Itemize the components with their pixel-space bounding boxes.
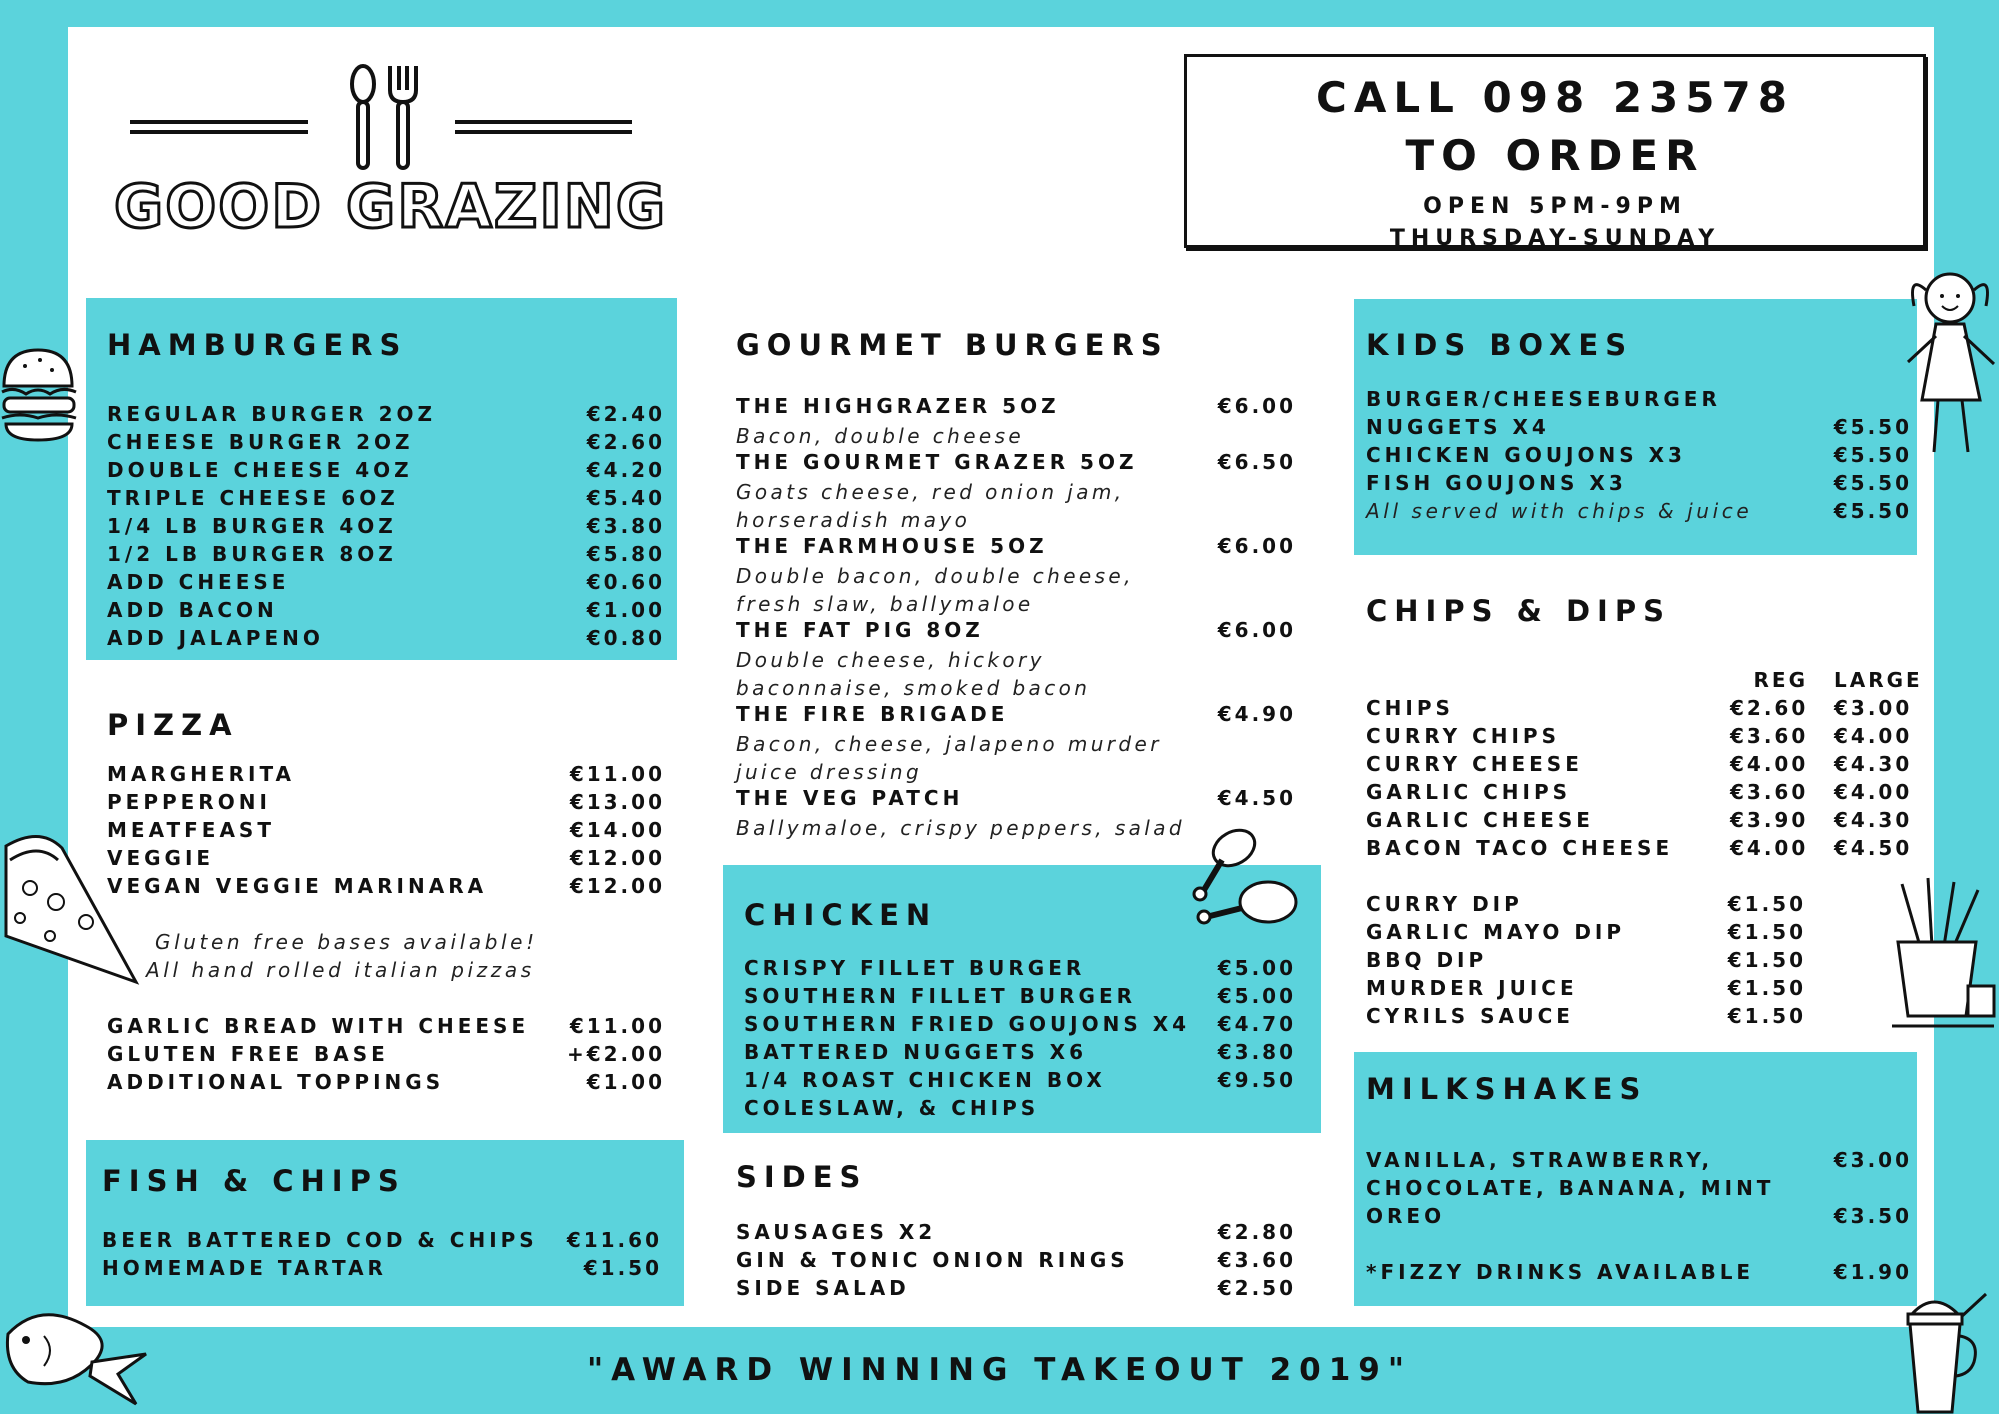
item-price: €2.80 xyxy=(1217,1220,1296,1244)
chips-title: CHIPS & DIPS xyxy=(1366,594,1671,628)
list-item xyxy=(736,534,1296,562)
item-price: €4.20 xyxy=(586,458,665,482)
item-prices xyxy=(1730,724,1912,748)
item-price: €6.50 xyxy=(1217,450,1296,474)
pizza-note-gluten: Gluten free bases available! xyxy=(155,930,538,954)
item-description: Double bacon, double cheese, xyxy=(736,564,1134,588)
list-item xyxy=(107,846,665,874)
price-reg: €2.60 xyxy=(1730,696,1809,720)
item-name: COLESLAW, & CHIPS xyxy=(744,1096,1040,1120)
list-item: CHOCOLATE, BANANA, MINT xyxy=(1366,1176,1775,1200)
list-item xyxy=(1366,920,1806,948)
list-item xyxy=(1366,752,1912,780)
item-price: €1.00 xyxy=(586,598,665,622)
list-item xyxy=(744,1040,1296,1068)
list-item xyxy=(1366,696,1912,724)
item-prices xyxy=(1730,752,1912,776)
item-name: ADDITIONAL TOPPINGS xyxy=(107,1070,445,1094)
sides-title: SIDES xyxy=(736,1160,868,1194)
item-name: THE FAT PIG 8OZ xyxy=(736,618,984,642)
item-price: €1.50 xyxy=(1727,1004,1806,1028)
item-name: 1/4 ROAST CHICKEN BOX xyxy=(744,1068,1106,1092)
item-name: CURRY CHIPS xyxy=(1366,724,1560,748)
list-item xyxy=(744,1096,1296,1124)
item-price: €6.00 xyxy=(1217,534,1296,558)
milkshakes-list xyxy=(1366,1148,1912,1288)
sides-list xyxy=(736,1220,1296,1304)
item-price: €2.40 xyxy=(586,402,665,426)
item-price: €5.00 xyxy=(1217,984,1296,1008)
item-price: €2.60 xyxy=(586,430,665,454)
item-price: €11.60 xyxy=(566,1228,662,1252)
price-reg: €3.90 xyxy=(1730,808,1809,832)
item-price: €1.00 xyxy=(586,1070,665,1094)
item-name: BURGER/CHEESEBURGER xyxy=(1366,387,1721,411)
item-name: THE GOURMET GRAZER 5OZ xyxy=(736,450,1138,474)
item-name: CRISPY FILLET BURGER xyxy=(744,956,1086,980)
price-large: €4.30 xyxy=(1834,752,1913,776)
price-reg: €4.00 xyxy=(1730,836,1809,860)
list-item: OREO €3.50 xyxy=(1366,1204,1912,1228)
item-name: SOUTHERN FILLET BURGER xyxy=(744,984,1137,1008)
list-item xyxy=(1366,415,1912,443)
list-item xyxy=(107,762,665,790)
item-price: €0.60 xyxy=(586,570,665,594)
list-item xyxy=(736,1248,1296,1276)
item-name: CURRY DIP xyxy=(1366,892,1523,916)
item-price: €3.80 xyxy=(586,514,665,538)
milkshakes-title: MILKSHAKES xyxy=(1366,1072,1648,1106)
item-price: €12.00 xyxy=(569,874,665,898)
item-description: Bacon, cheese, jalapeno murder xyxy=(736,732,1162,756)
item-name: BATTERED NUGGETS X6 xyxy=(744,1040,1088,1064)
item-name: MEATFEAST xyxy=(107,818,275,842)
fish-icon xyxy=(0,1296,150,1414)
list-item xyxy=(736,618,1296,646)
list-item xyxy=(107,818,665,846)
item-name: GARLIC CHIPS xyxy=(1366,780,1572,804)
item-description: Goats cheese, red onion jam, xyxy=(736,480,1125,504)
gourmet-list xyxy=(736,394,1296,842)
list-item xyxy=(1366,836,1912,864)
list-item xyxy=(107,626,665,654)
list-item xyxy=(1366,1004,1806,1032)
chips-col-header xyxy=(1366,668,1923,696)
list-item xyxy=(1366,976,1806,1004)
order-info-box xyxy=(1184,54,1926,251)
item-name: THE FARMHOUSE 5OZ xyxy=(736,534,1048,558)
item-name: CHIPS xyxy=(1366,696,1454,720)
fries-icon xyxy=(1884,876,1999,1032)
girl-doodle-icon xyxy=(1898,266,1999,462)
order-text: TO ORDER xyxy=(1405,131,1705,180)
kids-note-price: €5.50 xyxy=(1833,499,1912,523)
item-name: DOUBLE CHEESE 4OZ xyxy=(107,458,413,482)
item-name: THE FIRE BRIGADE xyxy=(736,702,1009,726)
item-price: €12.00 xyxy=(569,846,665,870)
chicken-title: CHICKEN xyxy=(744,898,938,932)
pizza-title: PIZZA xyxy=(107,708,239,742)
item-price: €5.40 xyxy=(586,486,665,510)
list-item xyxy=(107,542,665,570)
item-name: TRIPLE CHEESE 6OZ xyxy=(107,486,399,510)
brand-name: GOOD GRAZING xyxy=(114,172,668,242)
list-item xyxy=(107,402,665,430)
price-large: €4.00 xyxy=(1834,780,1913,804)
hamburgers-title: HAMBURGERS xyxy=(107,328,408,362)
item-description: Bacon, double cheese xyxy=(736,424,1025,448)
drumstick-icon xyxy=(1188,824,1308,934)
item-name: GARLIC MAYO DIP xyxy=(1366,920,1626,944)
list-item xyxy=(107,514,665,542)
item-name: REGULAR BURGER 2OZ xyxy=(107,402,437,426)
item-price: €6.00 xyxy=(1217,394,1296,418)
item-description: Double cheese, hickory xyxy=(736,648,1045,672)
list-item xyxy=(107,458,665,486)
list-item xyxy=(1366,387,1912,415)
kids-title: KIDS BOXES xyxy=(1366,328,1634,362)
list-item xyxy=(107,790,665,818)
item-name: CYRILS SAUCE xyxy=(1366,1004,1574,1028)
list-item xyxy=(1366,948,1806,976)
pizza-slice-icon xyxy=(0,826,140,986)
item-name: THE HIGHGRAZER 5OZ xyxy=(736,394,1060,418)
item-price: €0.80 xyxy=(586,626,665,650)
item-name: PEPPERONI xyxy=(107,790,271,814)
price-large: €4.50 xyxy=(1834,836,1913,860)
burger-icon xyxy=(0,346,78,444)
list-item xyxy=(736,786,1296,814)
item-price: €11.00 xyxy=(569,762,665,786)
col-large-label: LARGE xyxy=(1834,668,1923,692)
list-item xyxy=(744,1068,1296,1096)
list-item: VANILLA, STRAWBERRY, €3.00 xyxy=(1366,1148,1912,1172)
item-prices xyxy=(1730,808,1912,832)
item-description: juice dressing xyxy=(736,760,923,784)
fish-title: FISH & CHIPS xyxy=(102,1164,406,1198)
item-description: horseradish mayo xyxy=(736,508,971,532)
item-prices xyxy=(1730,836,1912,860)
item-name: GIN & TONIC ONION RINGS xyxy=(736,1248,1129,1272)
list-item xyxy=(107,570,665,598)
item-price: €2.50 xyxy=(1217,1276,1296,1300)
list-item xyxy=(107,486,665,514)
item-price: €11.00 xyxy=(569,1014,665,1038)
item-price: €9.50 xyxy=(1217,1068,1296,1092)
opening-hours: OPEN 5PM-9PM xyxy=(1423,194,1687,219)
chips-list xyxy=(1366,696,1912,864)
list-item xyxy=(1366,724,1912,752)
list-item xyxy=(102,1228,662,1256)
item-name: GARLIC BREAD WITH CHEESE xyxy=(107,1014,530,1038)
item-price: €4.70 xyxy=(1217,1012,1296,1036)
item-price: €3.80 xyxy=(1217,1040,1296,1064)
item-name: FISH GOUJONS X3 xyxy=(1366,471,1627,495)
phone-number: CALL 098 23578 xyxy=(1316,73,1794,122)
gourmet-title: GOURMET BURGERS xyxy=(736,328,1169,362)
item-name: 1/4 LB BURGER 4OZ xyxy=(107,514,397,538)
item-price: €5.50 xyxy=(1833,471,1912,495)
list-item xyxy=(1366,808,1912,836)
item-price: €13.00 xyxy=(569,790,665,814)
item-name: SOUTHERN FRIED GOUJONS X4 xyxy=(744,1012,1191,1036)
item-name: NUGGETS X4 xyxy=(1366,415,1550,439)
list-item xyxy=(107,1014,665,1042)
list-item xyxy=(736,450,1296,478)
item-price: €4.90 xyxy=(1217,702,1296,726)
list-item xyxy=(736,394,1296,422)
price-reg: €3.60 xyxy=(1730,724,1809,748)
chicken-list xyxy=(744,956,1296,1124)
col-reg-label: REG xyxy=(1753,668,1808,692)
dips-list xyxy=(1366,892,1806,1032)
item-name: VEGAN VEGGIE MARINARA xyxy=(107,874,488,898)
item-price: €1.50 xyxy=(1727,920,1806,944)
price-large: €4.30 xyxy=(1834,808,1913,832)
fork-icon xyxy=(386,64,420,174)
item-price: +€2.00 xyxy=(566,1042,665,1066)
list-item xyxy=(736,702,1296,730)
item-name: HOMEMADE TARTAR xyxy=(102,1256,387,1280)
item-name: MARGHERITA xyxy=(107,762,296,786)
list-item xyxy=(736,1276,1296,1304)
item-name: MURDER JUICE xyxy=(1366,976,1578,1000)
list-item xyxy=(1366,471,1912,499)
item-name: CURRY CHEESE xyxy=(1366,752,1583,776)
opening-days: THURSDAY-SUNDAY xyxy=(1389,226,1721,251)
list-item xyxy=(1366,780,1912,808)
item-name: GARLIC CHEESE xyxy=(1366,808,1594,832)
item-name: ADD CHEESE xyxy=(107,570,290,594)
price-large: €3.00 xyxy=(1834,696,1913,720)
item-name: BBQ DIP xyxy=(1366,948,1488,972)
item-description: baconnaise, smoked bacon xyxy=(736,676,1091,700)
item-prices xyxy=(1730,780,1912,804)
item-name: THE VEG PATCH xyxy=(736,786,964,810)
item-name: VEGGIE xyxy=(107,846,215,870)
item-name: SIDE SALAD xyxy=(736,1276,910,1300)
list-item xyxy=(102,1256,662,1284)
list-item xyxy=(736,1220,1296,1248)
item-price: €4.50 xyxy=(1217,786,1296,810)
kids-note-row xyxy=(1366,499,1912,527)
item-name: ADD BACON xyxy=(107,598,278,622)
list-item xyxy=(744,1012,1296,1040)
item-price: €14.00 xyxy=(569,818,665,842)
item-name: CHICKEN GOUJONS X3 xyxy=(1366,443,1686,467)
item-price: €1.50 xyxy=(583,1256,662,1280)
fish-list xyxy=(102,1228,662,1284)
item-price: €6.00 xyxy=(1217,618,1296,642)
list-item xyxy=(744,984,1296,1012)
list-item xyxy=(1366,443,1912,471)
item-name: ADD JALAPENO xyxy=(107,626,324,650)
kids-note: All served with chips & juice xyxy=(1366,499,1753,523)
list-item xyxy=(107,430,665,458)
item-name: CHEESE BURGER 2OZ xyxy=(107,430,414,454)
footer-tagline: "AWARD WINNING TAKEOUT 2019" xyxy=(586,1352,1413,1388)
item-description: fresh slaw, ballymaloe xyxy=(736,592,1034,616)
item-price: €5.00 xyxy=(1217,956,1296,980)
list-item xyxy=(107,874,665,902)
item-name: BEER BATTERED COD & CHIPS xyxy=(102,1228,538,1252)
list-item xyxy=(744,956,1296,984)
price-reg: €3.60 xyxy=(1730,780,1809,804)
list-item: *FIZZY DRINKS AVAILABLE €1.90 xyxy=(1366,1260,1912,1284)
pizza-list xyxy=(107,762,665,902)
item-prices xyxy=(1730,696,1912,720)
list-item xyxy=(1366,892,1806,920)
spoon-icon xyxy=(348,64,378,174)
item-price: €1.50 xyxy=(1727,976,1806,1000)
item-price: €5.80 xyxy=(586,542,665,566)
price-large: €4.00 xyxy=(1834,724,1913,748)
item-description: Ballymaloe, crispy peppers, salad xyxy=(736,816,1185,840)
logo xyxy=(110,62,668,242)
list-item xyxy=(107,598,665,626)
list-item xyxy=(107,1042,665,1070)
item-price: €1.50 xyxy=(1727,948,1806,972)
pizza-extras-list xyxy=(107,1014,665,1098)
list-item xyxy=(107,1070,665,1098)
item-price: €5.50 xyxy=(1833,443,1912,467)
kids-list xyxy=(1366,387,1912,499)
item-price: €5.50 xyxy=(1833,415,1912,439)
item-name: BACON TACO CHEESE xyxy=(1366,836,1674,860)
item-price: €3.60 xyxy=(1217,1248,1296,1272)
pizza-note-handrolled: All hand rolled italian pizzas xyxy=(146,958,535,982)
item-name: SAUSAGES X2 xyxy=(736,1220,937,1244)
price-reg: €4.00 xyxy=(1730,752,1809,776)
hamburgers-list xyxy=(107,402,665,654)
item-name: 1/2 LB BURGER 8OZ xyxy=(107,542,397,566)
item-name: GLUTEN FREE BASE xyxy=(107,1042,389,1066)
item-price: €1.50 xyxy=(1727,892,1806,916)
milkshake-icon xyxy=(1890,1288,1999,1414)
